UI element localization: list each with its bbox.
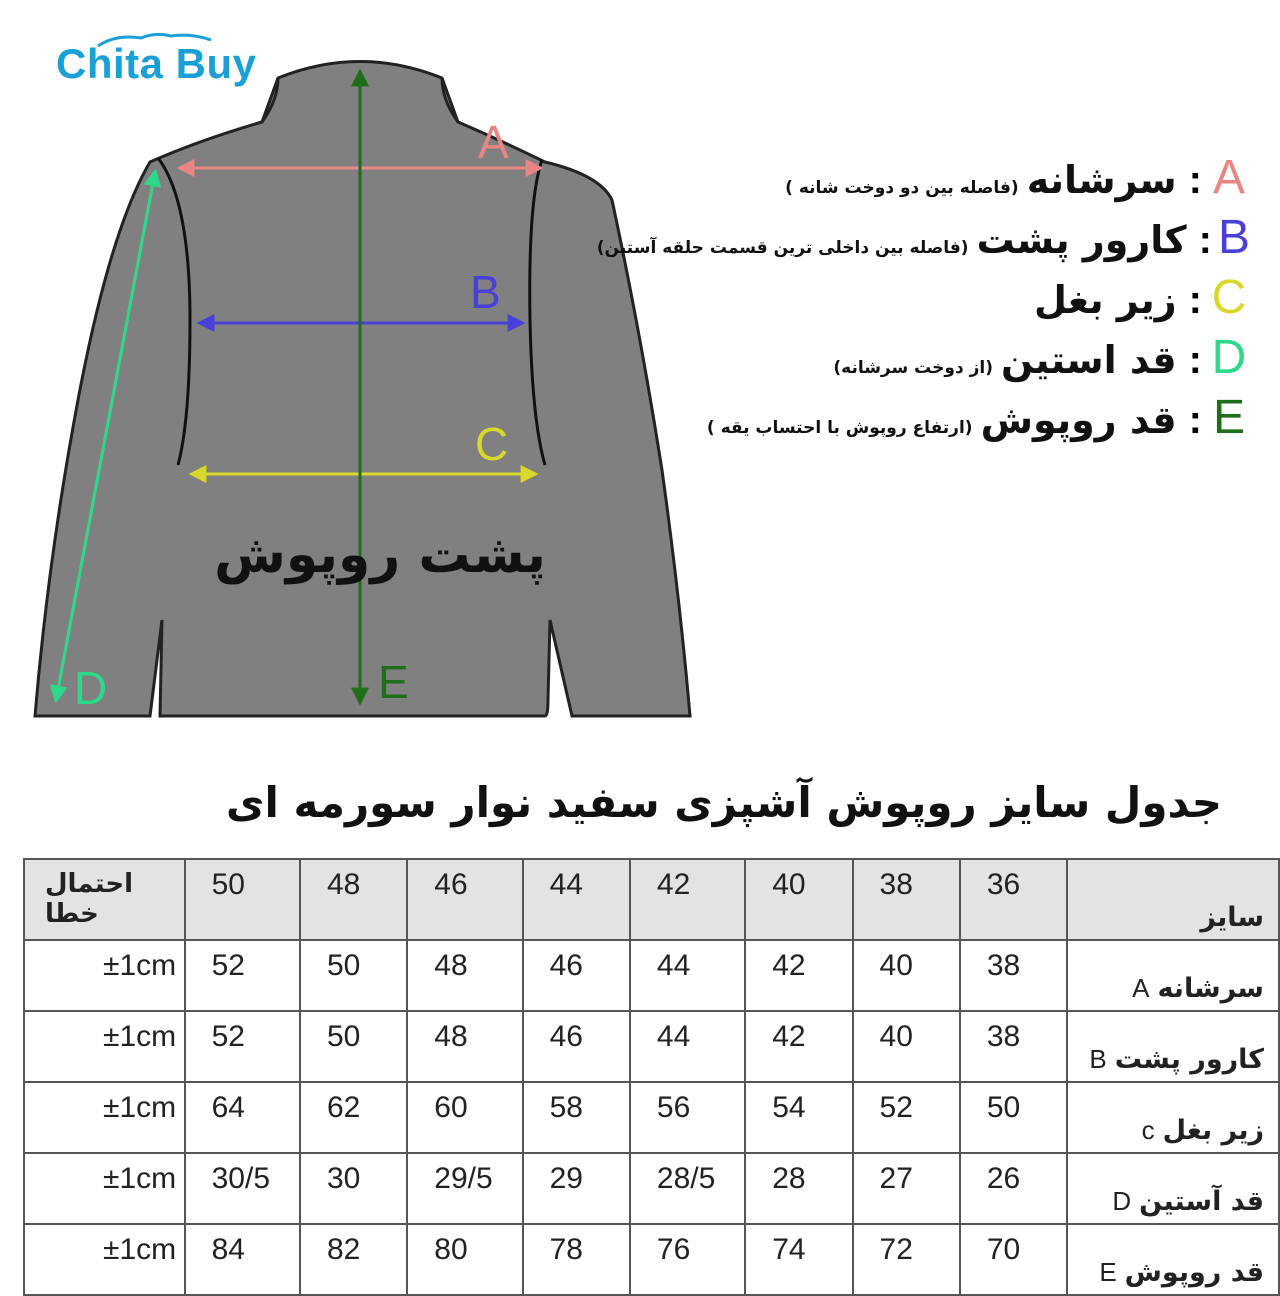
tolerance-cell <box>24 1153 185 1224</box>
value-cell: 50 <box>300 940 407 1011</box>
value-cell: 82 <box>300 1224 407 1295</box>
header-tolerance-cell <box>24 859 185 940</box>
legend-item-b <box>596 210 1250 270</box>
value-cell: 42 <box>745 1011 852 1082</box>
legend-note: (از دوخت سرشانه) <box>833 358 993 378</box>
value-cell: 40 <box>853 1011 960 1082</box>
table-row <box>24 1153 1279 1224</box>
value-cell: 48 <box>407 940 522 1011</box>
measure-letter-c: C <box>475 418 509 470</box>
value-cell: 30 <box>300 1153 407 1224</box>
value-cell: 44 <box>630 940 745 1011</box>
value-cell: 28 <box>745 1153 852 1224</box>
header-size-cell: 50 <box>185 859 300 940</box>
table-row <box>24 1011 1279 1082</box>
legend-name: سرشانه <box>1026 158 1177 202</box>
header-size-cell: 36 <box>960 859 1067 940</box>
value-cell: 27 <box>853 1153 960 1224</box>
tolerance-cell <box>24 1011 185 1082</box>
value-cell: 38 <box>960 940 1067 1011</box>
value-cell: 40 <box>853 940 960 1011</box>
legend-letter: C <box>1211 271 1247 324</box>
table-row <box>24 940 1279 1011</box>
row-code: A <box>1132 973 1150 1003</box>
measure-letter-b: B <box>470 266 501 318</box>
value-cell: 54 <box>745 1082 852 1153</box>
legend-name: کارور پشت <box>976 218 1187 262</box>
value-cell: 48 <box>407 1011 522 1082</box>
measure-letter-a: A <box>478 116 509 168</box>
row-label-cell <box>1067 1011 1279 1082</box>
header-size-cell: 38 <box>853 859 960 940</box>
row-label: زیر بغل <box>1162 1115 1264 1146</box>
row-code: D <box>1112 1186 1132 1216</box>
legend-note: (فاصله بین دو دوخت شانه ) <box>785 178 1019 198</box>
legend-colon: : <box>1198 218 1212 262</box>
row-code: c <box>1141 1115 1155 1145</box>
value-cell: 70 <box>960 1224 1067 1295</box>
value-cell: 52 <box>185 1011 300 1082</box>
value-cell: 44 <box>630 1011 745 1082</box>
value-cell: 46 <box>523 1011 630 1082</box>
tolerance-cell-text: ±1cm <box>103 1233 177 1266</box>
legend-item-a <box>610 150 1250 210</box>
value-cell: 74 <box>745 1224 852 1295</box>
value-cell: 29/5 <box>407 1153 522 1224</box>
measure-letter-d: D <box>74 662 108 714</box>
row-label-cell <box>1067 940 1279 1011</box>
legend-letter: D <box>1211 331 1247 384</box>
legend-colon: : <box>1188 338 1202 382</box>
legend-item-c <box>610 270 1250 330</box>
legend-colon: : <box>1188 278 1202 322</box>
value-cell: 29 <box>523 1153 630 1224</box>
value-cell: 26 <box>960 1153 1067 1224</box>
value-cell: 62 <box>300 1082 407 1153</box>
value-cell: 52 <box>185 940 300 1011</box>
tolerance-cell <box>24 1224 185 1295</box>
value-cell: 64 <box>185 1082 300 1153</box>
row-label-cell <box>1067 1082 1279 1153</box>
header-tolerance-cell-text: احتمال خطا <box>45 869 134 929</box>
tolerance-cell-text: ±1cm <box>103 1020 177 1053</box>
value-cell: 84 <box>185 1224 300 1295</box>
value-cell: 28/5 <box>630 1153 745 1224</box>
tolerance-cell <box>24 1082 185 1153</box>
row-label: کارور پشت <box>1114 1044 1264 1075</box>
row-code: B <box>1089 1044 1107 1074</box>
row-code: E <box>1099 1257 1117 1287</box>
legend-colon: : <box>1188 398 1202 442</box>
legend-name: قد روپوش <box>980 398 1177 442</box>
value-cell: 78 <box>523 1224 630 1295</box>
row-label: قد روپوش <box>1124 1257 1264 1288</box>
value-cell: 38 <box>960 1011 1067 1082</box>
legend-letter: E <box>1212 391 1245 444</box>
size-table <box>23 858 1280 1296</box>
legend-letter: B <box>1217 211 1250 264</box>
row-label-cell <box>1067 1153 1279 1224</box>
legend-note: (فاصله بین داخلی ترین قسمت حلقه آستین) <box>596 238 969 258</box>
measure-letter-e: E <box>378 656 409 708</box>
tolerance-cell <box>24 940 185 1011</box>
value-cell: 46 <box>523 940 630 1011</box>
row-label-cell <box>1067 1224 1279 1295</box>
value-cell: 50 <box>960 1082 1067 1153</box>
table-title: جدول سایز روپوش آشپزی سفید نوار سورمه ای <box>225 778 1222 827</box>
measurement-legend <box>596 150 1250 450</box>
legend-item-d <box>610 330 1250 390</box>
tolerance-cell-text: ±1cm <box>103 949 177 982</box>
header-size-cell: 46 <box>407 859 522 940</box>
legend-item-e <box>610 390 1250 450</box>
value-cell: 42 <box>745 940 852 1011</box>
row-label: سرشانه <box>1157 973 1264 1004</box>
header-size-cell: 44 <box>523 859 630 940</box>
value-cell: 60 <box>407 1082 522 1153</box>
tolerance-cell-text: ±1cm <box>103 1091 177 1124</box>
garment-caption: پشت روپوش <box>214 525 546 585</box>
legend-name: زیر بغل <box>1034 278 1177 322</box>
legend-letter: A <box>1212 151 1245 204</box>
value-cell: 56 <box>630 1082 745 1153</box>
header-size-cell: 40 <box>745 859 852 940</box>
value-cell: 58 <box>523 1082 630 1153</box>
header-size-cell: 48 <box>300 859 407 940</box>
value-cell: 50 <box>300 1011 407 1082</box>
legend-colon: : <box>1188 158 1202 202</box>
table-row <box>24 1082 1279 1153</box>
row-label: قد آستین <box>1139 1186 1264 1217</box>
tolerance-cell-text: ±1cm <box>103 1162 177 1195</box>
value-cell: 52 <box>853 1082 960 1153</box>
value-cell: 72 <box>853 1224 960 1295</box>
legend-note: (ارتفاع روپوش با احتساب یقه ) <box>706 418 973 438</box>
table-header-row <box>24 859 1279 940</box>
header-label-cell: سایز <box>1067 859 1279 940</box>
value-cell: 30/5 <box>185 1153 300 1224</box>
table-row <box>24 1224 1279 1295</box>
brand-name: Chita Buy <box>56 40 257 87</box>
value-cell: 80 <box>407 1224 522 1295</box>
legend-name: قد استین <box>1000 338 1177 382</box>
header-size-cell: 42 <box>630 859 745 940</box>
garment-body <box>35 62 690 717</box>
value-cell: 76 <box>630 1224 745 1295</box>
